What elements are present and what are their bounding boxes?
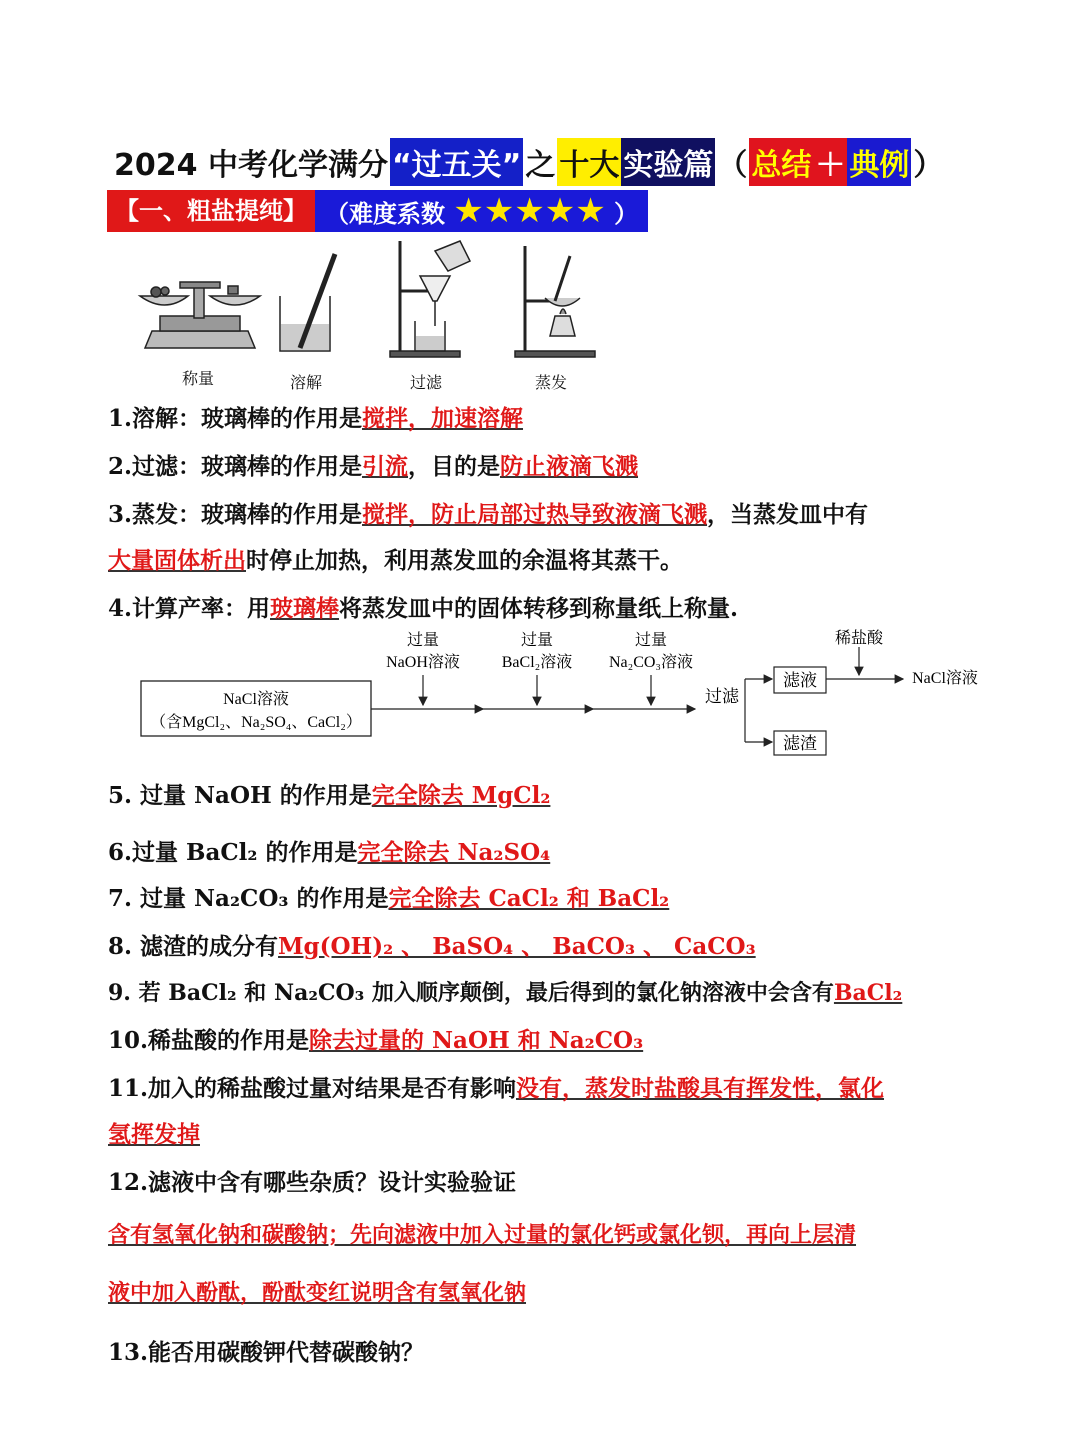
title-plus: ＋ (813, 138, 847, 186)
question-2-text-b: ，目的是 (408, 453, 501, 480)
question-3-line2 (108, 542, 683, 575)
question-10 (108, 1022, 643, 1055)
star-rating-icon: ★★★★★ (453, 191, 606, 231)
question-11-text: 11.加入的稀盐酸过量对结果是否有影响 (108, 1075, 517, 1102)
difficulty-close: ） (614, 200, 639, 228)
answer-1: 搅拌，加速溶解 (362, 405, 524, 432)
step3-top: 过量 (634, 632, 668, 649)
title-prefix: 2024 中考化学满分 (114, 148, 388, 183)
question-2-text: 2.过滤：玻璃棒的作用是 (108, 453, 363, 480)
question-11 (108, 1070, 884, 1103)
question-3-text-c: 时停止加热，利用蒸发皿的余温将其蒸干。 (246, 547, 683, 574)
title-highlight-top-ten: 十大 (557, 138, 621, 186)
question-4-text: 4.计算产率：用 (108, 595, 271, 622)
question-1 (108, 400, 523, 433)
answer-12-line2 (108, 1276, 526, 1307)
question-9-text: 9. 若 BaCl₂ 和 Na₂CO₃ 加入顺序颠倒，最后得到的氯化钠溶液中会含有 (108, 980, 834, 1006)
question-5-text: 5. 过量 NaOH 的作用是 (108, 782, 372, 809)
question-1-text: 1.溶解：玻璃棒的作用是 (108, 405, 363, 432)
question-13-text: 13.能否用碳酸钾代替碳酸钠？ (108, 1339, 425, 1366)
question-6 (108, 834, 550, 867)
question-3-text: 3.蒸发：玻璃棒的作用是 (108, 501, 363, 528)
beaker-icon (280, 254, 335, 351)
funnel-icon (390, 241, 470, 357)
answer-11: 没有，蒸发时盐酸具有挥发性，氯化 (516, 1075, 885, 1102)
question-5 (108, 777, 550, 810)
question-7 (108, 880, 669, 913)
question-6-text: 6.过量 BaCl₂ 的作用是 (108, 839, 358, 866)
answer-4: 玻璃棒 (270, 595, 340, 622)
evaporating-dish-icon (515, 246, 595, 357)
purification-flow-diagram (135, 625, 995, 760)
title-highlight-examples: 典例 (847, 138, 911, 186)
title-paren-close: ） (913, 148, 944, 183)
start-line2: （含MgCl₂、Na₂SO₄、CaCl₂） (150, 714, 362, 731)
step1-bottom: NaOH溶液 (386, 654, 460, 671)
answer-3b: 大量固体析出 (108, 547, 246, 574)
filter-label: 过滤 (705, 687, 739, 706)
title-highlight-pass: “过五关” (390, 138, 523, 186)
filtrate-label: 滤液 (783, 671, 817, 690)
title-paren-open: （ (717, 148, 748, 183)
answer-6: 完全除去 Na₂SO₄ (357, 839, 551, 866)
title-highlight-experiment: 实验篇 (621, 138, 715, 186)
title-highlight-summary: 总结 (749, 138, 813, 186)
balance-icon (140, 282, 260, 348)
label-evaporate: 蒸发 (535, 373, 568, 392)
apparatus-illustration (130, 236, 610, 366)
answer-11b: 氢挥发掉 (108, 1121, 200, 1148)
page-title (112, 138, 945, 186)
question-10-text: 10.稀盐酸的作用是 (108, 1027, 310, 1054)
question-12-text: 12.滤液中含有哪些杂质？设计实验验证 (108, 1169, 517, 1196)
question-2 (108, 448, 638, 481)
question-8 (108, 928, 756, 961)
label-weigh: 称量 (182, 369, 215, 388)
question-13 (108, 1334, 424, 1367)
answer-10: 除去过量的 NaOH 和 Na₂CO₃ (309, 1027, 644, 1054)
label-filter: 过滤 (410, 373, 443, 392)
answer-12-line1 (108, 1218, 856, 1249)
title-mid: 之 (525, 148, 556, 183)
answer-3: 搅拌，防止局部过热导致液滴飞溅 (362, 501, 708, 528)
label-dissolve: 溶解 (290, 373, 323, 392)
answer-12b: 液中加入酚酞，酚酞变红说明含有氢氧化钠 (108, 1280, 527, 1306)
answer-12: 含有氢氧化钠和碳酸钠；先向滤液中加入过量的氯化钙或氯化钡，再向上层清 (108, 1222, 857, 1248)
answer-2b: 防止液滴飞溅 (500, 453, 639, 480)
question-9 (108, 976, 902, 1007)
question-8-text: 8. 滤渣的成分有 (108, 933, 279, 960)
section-label: 【一、粗盐提纯】 (107, 190, 315, 232)
question-7-text: 7. 过量 Na₂CO₃ 的作用是 (108, 885, 389, 912)
answer-5: 完全除去 MgCl₂ (371, 782, 551, 809)
question-11-line2 (108, 1116, 200, 1149)
step3-bottom: Na₂CO₃溶液 (608, 654, 694, 671)
answer-7: 完全除去 CaCl₂ 和 BaCl₂ (388, 885, 670, 912)
question-4 (108, 590, 738, 623)
start-line1: NaCl溶液 (223, 691, 289, 708)
step1-top: 过量 (406, 632, 440, 649)
product-label: NaCl溶液 (912, 670, 978, 687)
answer-8: Mg(OH)₂ 、 BaSO₄ 、 BaCO₃ 、 CaCO₃ (278, 933, 756, 960)
question-3-text-b: ，当蒸发皿中有 (707, 501, 869, 528)
acid-label: 稀盐酸 (834, 630, 884, 647)
answer-9: BaCl₂ (833, 980, 903, 1006)
question-3 (108, 496, 868, 529)
step2-top: 过量 (520, 632, 554, 649)
question-12 (108, 1164, 516, 1197)
section-difficulty (315, 190, 648, 232)
question-4-text-b: 将蒸发皿中的固体转移到称量纸上称量. (339, 595, 739, 622)
step2-bottom: BaCl₂溶液 (501, 654, 573, 671)
answer-2: 引流 (362, 453, 409, 480)
residue-label: 滤渣 (783, 734, 817, 753)
difficulty-label: （难度系数 (325, 200, 445, 228)
section-banner (107, 190, 648, 232)
